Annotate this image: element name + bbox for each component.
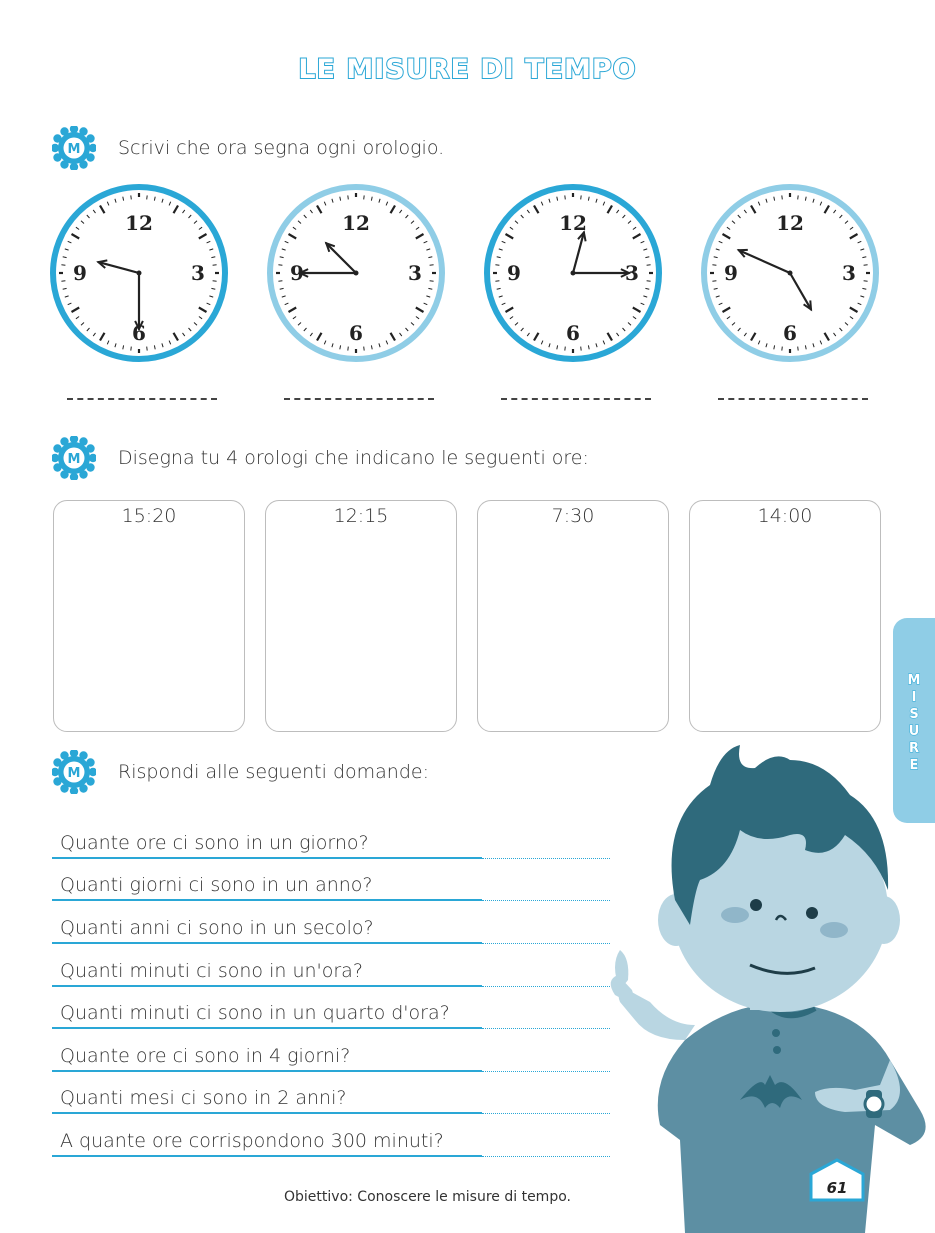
question-text: Quante ore ci sono in 4 giorni? — [60, 1045, 351, 1067]
clock-number: 12 — [776, 211, 804, 235]
clock-minute-tick — [213, 281, 217, 282]
question-text: Quanti minuti ci sono in un'ora? — [60, 960, 363, 982]
clock-minute-tick — [278, 265, 282, 266]
question-row[interactable] — [52, 859, 612, 901]
drawing-box[interactable] — [265, 500, 457, 732]
clock-minute-tick — [647, 281, 651, 282]
answer-line[interactable] — [718, 398, 868, 400]
clock-center — [354, 271, 359, 276]
clock-minute-tick — [61, 265, 65, 266]
clock-minute-tick — [581, 195, 582, 199]
drawing-box-time: 7:30 — [551, 505, 595, 527]
exercise-m-icon — [52, 750, 96, 794]
side-tab-letter: E — [909, 758, 919, 773]
footer-objective: Obiettivo: Conoscere le misure di tempo. — [284, 1189, 571, 1205]
clock-number: 3 — [625, 261, 639, 285]
clock-number: 9 — [73, 261, 87, 285]
question-row[interactable] — [52, 1072, 612, 1114]
icon-letter: M — [67, 766, 81, 781]
clock-number: 6 — [132, 321, 146, 345]
instruction-text: Disegna tu 4 orologi che indicano le seguenti ore: — [118, 447, 589, 469]
question-underline — [52, 942, 482, 944]
side-tab-letter: U — [908, 724, 920, 739]
question-underline — [52, 1155, 482, 1157]
page-number: 61 — [826, 1179, 848, 1197]
clock-center — [571, 271, 576, 276]
boy-illustration — [590, 740, 935, 1233]
question-text: Quanti anni ci sono in un secolo? — [60, 917, 374, 939]
question-text: Quanti mesi ci sono in 2 anni? — [60, 1087, 347, 1109]
page-title: LE MISURE DI TEMPO — [298, 54, 637, 85]
clock-number: 12 — [559, 211, 587, 235]
clock-minute-tick — [782, 347, 783, 351]
clock-minute-tick — [131, 195, 132, 199]
clock-number: 9 — [507, 261, 521, 285]
instruction-text: Scrivi che ora segna ogni orologio. — [118, 137, 445, 159]
clock-number: 9 — [290, 261, 304, 285]
question-underline — [52, 1027, 482, 1029]
drawing-box-time: 14:00 — [757, 505, 813, 527]
instruction-draw-clocks — [52, 438, 589, 478]
clock-minute-tick — [430, 281, 434, 282]
clock-minute-tick — [147, 195, 148, 199]
clock-center — [137, 271, 142, 276]
question-row[interactable] — [52, 945, 612, 987]
side-tab-letter: I — [911, 690, 917, 705]
clock-face — [482, 182, 664, 364]
clock-number: 3 — [408, 261, 422, 285]
clock-minute-tick — [647, 265, 651, 266]
clock-number: 12 — [125, 211, 153, 235]
side-tab-letter: S — [909, 707, 919, 722]
question-row[interactable] — [52, 817, 612, 859]
drawing-box-time: 12:15 — [333, 505, 389, 527]
clock-face — [48, 182, 230, 364]
question-text: Quante ore ci sono in un giorno? — [60, 832, 369, 854]
question-text: Quanti giorni ci sono in un anno? — [60, 874, 373, 896]
exercise-m-icon — [52, 436, 96, 480]
clock-number: 6 — [349, 321, 363, 345]
clock-minute-tick — [495, 265, 499, 266]
clock-center — [788, 271, 793, 276]
clock-minute-tick — [348, 347, 349, 351]
drawing-box[interactable] — [689, 500, 881, 732]
side-tab-letter: R — [908, 741, 919, 756]
question-row[interactable] — [52, 902, 612, 944]
clock-minute-tick — [565, 195, 566, 199]
question-text: A quante ore corrispondono 300 minuti? — [60, 1130, 444, 1152]
clock-face — [265, 182, 447, 364]
answer-line[interactable] — [284, 398, 434, 400]
clock-minute-tick — [565, 347, 566, 351]
question-row[interactable] — [52, 987, 612, 1029]
clock-minute-tick — [61, 281, 65, 282]
clock-minute-tick — [213, 265, 217, 266]
clock-number: 12 — [342, 211, 370, 235]
instruction-text: Rispondi alle seguenti domande: — [118, 761, 429, 783]
clock-number: 6 — [566, 321, 580, 345]
clock-face — [699, 182, 881, 364]
clock-number: 6 — [783, 321, 797, 345]
clock-number: 9 — [724, 261, 738, 285]
clocks-row — [48, 182, 928, 364]
clock-minute-tick — [782, 195, 783, 199]
exercise-m-icon — [52, 126, 96, 170]
clock-minute-tick — [348, 195, 349, 199]
question-text: Quanti minuti ci sono in un quarto d'ora? — [60, 1002, 450, 1024]
clock-number: 3 — [191, 261, 205, 285]
clock-minute-tick — [712, 281, 716, 282]
clock-minute-tick — [430, 265, 434, 266]
question-row[interactable] — [52, 1030, 612, 1072]
answer-line[interactable] — [67, 398, 217, 400]
clock-minute-tick — [495, 281, 499, 282]
drawing-box-time: 15:20 — [121, 505, 177, 527]
clock-minute-tick — [864, 265, 868, 266]
clock-minute-tick — [581, 347, 582, 351]
question-row[interactable] — [52, 1115, 612, 1157]
drawing-box[interactable] — [53, 500, 245, 732]
clock-minute-tick — [798, 195, 799, 199]
instruction-answer-questions — [52, 752, 429, 792]
instruction-read-clocks — [52, 128, 444, 168]
clock-minute-tick — [364, 195, 365, 199]
answer-line[interactable] — [501, 398, 651, 400]
clock-minute-tick — [364, 347, 365, 351]
icon-letter: M — [67, 142, 81, 157]
side-tab-letter: M — [907, 673, 921, 688]
clock-number: 3 — [842, 261, 856, 285]
question-underline — [52, 899, 482, 901]
clock-minute-tick — [278, 281, 282, 282]
clock-minute-tick — [864, 281, 868, 282]
clock-minute-tick — [131, 347, 132, 351]
clock-minute-tick — [798, 347, 799, 351]
clock-minute-tick — [712, 265, 716, 266]
clock-minute-tick — [147, 347, 148, 351]
drawing-box[interactable] — [477, 500, 669, 732]
icon-letter: M — [67, 452, 81, 467]
question-underline — [52, 1112, 482, 1114]
